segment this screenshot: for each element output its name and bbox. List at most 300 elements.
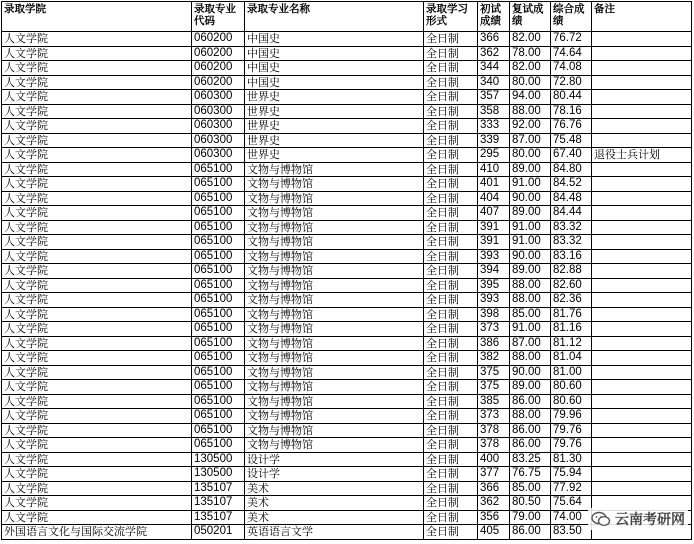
cell-total-score: 72.80 <box>551 75 592 90</box>
cell-initial-score: 366 <box>478 32 510 47</box>
cell-major-name: 美术 <box>245 496 424 511</box>
cell-study-mode: 全日制 <box>424 75 478 90</box>
cell-college: 人文学院 <box>2 75 192 90</box>
cell-remarks <box>592 264 692 279</box>
cell-major-name: 文物与博物馆 <box>245 162 424 177</box>
cell-retest-score: 86.00 <box>510 438 551 453</box>
cell-initial-score: 405 <box>478 525 510 540</box>
cell-study-mode: 全日制 <box>424 496 478 511</box>
cell-remarks <box>592 452 692 467</box>
table-header-row <box>2 2 692 32</box>
cell-major-code: 130500 <box>192 467 245 482</box>
cell-remarks <box>592 249 692 264</box>
table-row <box>2 177 692 192</box>
cell-study-mode: 全日制 <box>424 61 478 76</box>
cell-major-name: 中国史 <box>245 61 424 76</box>
cell-major-code: 065100 <box>192 177 245 192</box>
cell-initial-score: 339 <box>478 133 510 148</box>
cell-study-mode: 全日制 <box>424 235 478 250</box>
cell-college: 人文学院 <box>2 510 192 525</box>
cell-total-score: 79.96 <box>551 409 592 424</box>
cell-retest-score: 86.00 <box>510 423 551 438</box>
cell-major-code: 065100 <box>192 409 245 424</box>
cell-remarks <box>592 61 692 76</box>
cell-total-score: 78.16 <box>551 104 592 119</box>
cell-college: 人文学院 <box>2 293 192 308</box>
cell-retest-score: 83.25 <box>510 452 551 467</box>
cell-remarks <box>592 235 692 250</box>
cell-major-name: 文物与博物馆 <box>245 220 424 235</box>
cell-college: 人文学院 <box>2 162 192 177</box>
cell-retest-score: 94.00 <box>510 90 551 105</box>
table-row <box>2 235 692 250</box>
cell-total-score: 76.72 <box>551 32 592 47</box>
cell-remarks <box>592 322 692 337</box>
cell-total-score: 80.60 <box>551 380 592 395</box>
cell-major-name: 文物与博物馆 <box>245 351 424 366</box>
cell-retest-score: 80.00 <box>510 75 551 90</box>
cell-retest-score: 79.00 <box>510 510 551 525</box>
cell-study-mode: 全日制 <box>424 133 478 148</box>
cell-major-name: 世界史 <box>245 119 424 134</box>
table-row <box>2 467 692 482</box>
cell-major-name: 文物与博物馆 <box>245 307 424 322</box>
cell-major-name: 世界史 <box>245 90 424 105</box>
cell-major-code: 130500 <box>192 452 245 467</box>
cell-remarks <box>592 481 692 496</box>
cell-major-name: 文物与博物馆 <box>245 264 424 279</box>
table-row <box>2 220 692 235</box>
cell-study-mode: 全日制 <box>424 278 478 293</box>
cell-initial-score: 395 <box>478 278 510 293</box>
table-row <box>2 104 692 119</box>
cell-major-name: 文物与博物馆 <box>245 438 424 453</box>
cell-college: 人文学院 <box>2 452 192 467</box>
cell-study-mode: 全日制 <box>424 467 478 482</box>
cell-major-code: 065100 <box>192 380 245 395</box>
cell-total-score: 81.00 <box>551 365 592 380</box>
cell-study-mode: 全日制 <box>424 351 478 366</box>
cell-college: 人文学院 <box>2 177 192 192</box>
cell-major-name: 文物与博物馆 <box>245 293 424 308</box>
cell-remarks <box>592 177 692 192</box>
cell-total-score: 83.32 <box>551 235 592 250</box>
cell-retest-score: 86.00 <box>510 394 551 409</box>
cell-major-code: 065100 <box>192 351 245 366</box>
table-row <box>2 438 692 453</box>
cell-total-score: 74.08 <box>551 61 592 76</box>
cell-major-code: 065100 <box>192 249 245 264</box>
table-row <box>2 249 692 264</box>
cell-college: 人文学院 <box>2 191 192 206</box>
table-row <box>2 481 692 496</box>
cell-major-name: 英语语言文学 <box>245 525 424 540</box>
cell-study-mode: 全日制 <box>424 510 478 525</box>
cell-retest-score: 80.50 <box>510 496 551 511</box>
cell-retest-score: 88.00 <box>510 278 551 293</box>
header-study-mode: 录取学习形式 <box>424 2 478 32</box>
cell-retest-score: 91.00 <box>510 322 551 337</box>
cell-college: 人文学院 <box>2 148 192 163</box>
cell-initial-score: 375 <box>478 365 510 380</box>
cell-retest-score: 86.00 <box>510 525 551 540</box>
cell-major-name: 文物与博物馆 <box>245 235 424 250</box>
cell-total-score: 75.48 <box>551 133 592 148</box>
cell-retest-score: 85.00 <box>510 481 551 496</box>
cell-college: 人文学院 <box>2 481 192 496</box>
cell-total-score: 79.76 <box>551 438 592 453</box>
cell-retest-score: 91.00 <box>510 235 551 250</box>
cell-total-score: 75.94 <box>551 467 592 482</box>
cell-initial-score: 382 <box>478 351 510 366</box>
cell-retest-score: 78.00 <box>510 46 551 61</box>
cell-college: 人文学院 <box>2 206 192 221</box>
cell-major-name: 中国史 <box>245 46 424 61</box>
cell-college: 人文学院 <box>2 351 192 366</box>
cell-major-name: 世界史 <box>245 133 424 148</box>
cell-retest-score: 76.75 <box>510 467 551 482</box>
cell-remarks <box>592 220 692 235</box>
table-row <box>2 119 692 134</box>
table-row <box>2 90 692 105</box>
cell-major-code: 060300 <box>192 148 245 163</box>
header-college: 录取学院 <box>2 2 192 32</box>
cell-retest-score: 90.00 <box>510 191 551 206</box>
cell-college: 人文学院 <box>2 423 192 438</box>
cell-major-code: 065100 <box>192 278 245 293</box>
cell-remarks <box>592 365 692 380</box>
cell-initial-score: 385 <box>478 394 510 409</box>
cell-major-code: 065100 <box>192 336 245 351</box>
cell-initial-score: 393 <box>478 249 510 264</box>
cell-major-code: 135107 <box>192 496 245 511</box>
cell-initial-score: 378 <box>478 423 510 438</box>
cell-major-name: 文物与博物馆 <box>245 336 424 351</box>
watermark <box>588 508 688 530</box>
cell-remarks <box>592 307 692 322</box>
cell-remarks <box>592 394 692 409</box>
table-row <box>2 32 692 47</box>
cell-initial-score: 357 <box>478 90 510 105</box>
cell-initial-score: 391 <box>478 220 510 235</box>
cell-initial-score: 366 <box>478 481 510 496</box>
cell-remarks <box>592 46 692 61</box>
cell-study-mode: 全日制 <box>424 423 478 438</box>
cell-total-score: 74.64 <box>551 46 592 61</box>
table-row <box>2 307 692 322</box>
cell-major-name: 文物与博物馆 <box>245 177 424 192</box>
cell-college: 人文学院 <box>2 264 192 279</box>
cell-college: 人文学院 <box>2 133 192 148</box>
cell-major-name: 文物与博物馆 <box>245 322 424 337</box>
cell-remarks <box>592 32 692 47</box>
cell-study-mode: 全日制 <box>424 452 478 467</box>
cell-remarks <box>592 119 692 134</box>
cell-remarks <box>592 278 692 293</box>
cell-initial-score: 398 <box>478 307 510 322</box>
cell-total-score: 82.60 <box>551 278 592 293</box>
header-major-code: 录取专业代码 <box>192 2 245 32</box>
cell-major-name: 世界史 <box>245 148 424 163</box>
wechat-icon <box>591 511 611 527</box>
cell-initial-score: 375 <box>478 380 510 395</box>
cell-retest-score: 89.00 <box>510 380 551 395</box>
table-row <box>2 293 692 308</box>
cell-major-name: 中国史 <box>245 75 424 90</box>
cell-initial-score: 356 <box>478 510 510 525</box>
cell-retest-score: 88.00 <box>510 351 551 366</box>
cell-college: 人文学院 <box>2 467 192 482</box>
cell-major-name: 设计学 <box>245 452 424 467</box>
cell-total-score: 81.30 <box>551 452 592 467</box>
cell-major-code: 065100 <box>192 220 245 235</box>
cell-major-name: 文物与博物馆 <box>245 278 424 293</box>
cell-total-score: 77.92 <box>551 481 592 496</box>
cell-total-score: 75.64 <box>551 496 592 511</box>
header-retest-score: 复试成绩 <box>510 2 551 32</box>
table-row <box>2 365 692 380</box>
cell-study-mode: 全日制 <box>424 90 478 105</box>
table-row <box>2 133 692 148</box>
table-row <box>2 394 692 409</box>
cell-study-mode: 全日制 <box>424 380 478 395</box>
cell-study-mode: 全日制 <box>424 525 478 540</box>
cell-major-code: 060300 <box>192 90 245 105</box>
cell-initial-score: 344 <box>478 61 510 76</box>
cell-retest-score: 88.00 <box>510 104 551 119</box>
table-row <box>2 278 692 293</box>
header-major-name: 录取专业名称 <box>245 2 424 32</box>
cell-study-mode: 全日制 <box>424 206 478 221</box>
cell-total-score: 82.36 <box>551 293 592 308</box>
cell-major-code: 065100 <box>192 191 245 206</box>
cell-college: 人文学院 <box>2 90 192 105</box>
cell-study-mode: 全日制 <box>424 32 478 47</box>
cell-initial-score: 404 <box>478 191 510 206</box>
cell-study-mode: 全日制 <box>424 104 478 119</box>
header-remarks: 备注 <box>592 2 692 32</box>
cell-remarks: 退役士兵计划 <box>592 148 692 163</box>
cell-study-mode: 全日制 <box>424 365 478 380</box>
cell-remarks <box>592 133 692 148</box>
table-row <box>2 452 692 467</box>
cell-major-code: 065100 <box>192 206 245 221</box>
cell-major-code: 065100 <box>192 438 245 453</box>
cell-college: 外国语言文化与国际交流学院 <box>2 525 192 540</box>
cell-total-score: 81.76 <box>551 307 592 322</box>
cell-total-score: 84.44 <box>551 206 592 221</box>
table-row <box>2 322 692 337</box>
cell-study-mode: 全日制 <box>424 438 478 453</box>
cell-retest-score: 85.00 <box>510 307 551 322</box>
cell-initial-score: 386 <box>478 336 510 351</box>
table-row <box>2 351 692 366</box>
cell-major-code: 060200 <box>192 46 245 61</box>
cell-remarks <box>592 438 692 453</box>
cell-total-score: 67.40 <box>551 148 592 163</box>
cell-study-mode: 全日制 <box>424 220 478 235</box>
table-row <box>2 46 692 61</box>
cell-college: 人文学院 <box>2 409 192 424</box>
cell-major-name: 美术 <box>245 481 424 496</box>
cell-study-mode: 全日制 <box>424 264 478 279</box>
cell-college: 人文学院 <box>2 394 192 409</box>
cell-major-code: 135107 <box>192 481 245 496</box>
cell-total-score: 74.00 <box>551 510 592 525</box>
cell-major-name: 中国史 <box>245 32 424 47</box>
cell-major-code: 065100 <box>192 235 245 250</box>
cell-initial-score: 362 <box>478 496 510 511</box>
cell-retest-score: 82.00 <box>510 61 551 76</box>
cell-initial-score: 394 <box>478 264 510 279</box>
cell-major-name: 文物与博物馆 <box>245 380 424 395</box>
cell-study-mode: 全日制 <box>424 148 478 163</box>
cell-retest-score: 82.00 <box>510 32 551 47</box>
table-row <box>2 206 692 221</box>
cell-total-score: 84.48 <box>551 191 592 206</box>
cell-total-score: 82.88 <box>551 264 592 279</box>
watermark-text: 云南考研网 <box>615 512 685 528</box>
cell-initial-score: 401 <box>478 177 510 192</box>
cell-study-mode: 全日制 <box>424 481 478 496</box>
cell-retest-score: 87.00 <box>510 133 551 148</box>
cell-major-code: 060200 <box>192 61 245 76</box>
cell-major-name: 设计学 <box>245 467 424 482</box>
table-row <box>2 191 692 206</box>
cell-remarks <box>592 104 692 119</box>
table-row <box>2 336 692 351</box>
cell-initial-score: 333 <box>478 119 510 134</box>
cell-major-code: 060300 <box>192 104 245 119</box>
cell-major-name: 美术 <box>245 510 424 525</box>
cell-study-mode: 全日制 <box>424 322 478 337</box>
cell-college: 人文学院 <box>2 307 192 322</box>
cell-major-code: 065100 <box>192 162 245 177</box>
cell-college: 人文学院 <box>2 119 192 134</box>
cell-remarks <box>592 75 692 90</box>
cell-retest-score: 91.00 <box>510 220 551 235</box>
table-body <box>2 32 692 540</box>
cell-remarks <box>592 351 692 366</box>
cell-total-score: 80.44 <box>551 90 592 105</box>
cell-major-code: 065100 <box>192 264 245 279</box>
admission-table <box>1 1 692 540</box>
table-row <box>2 380 692 395</box>
cell-total-score: 76.76 <box>551 119 592 134</box>
cell-major-name: 文物与博物馆 <box>245 394 424 409</box>
cell-college: 人文学院 <box>2 336 192 351</box>
cell-remarks <box>592 90 692 105</box>
cell-major-name: 文物与博物馆 <box>245 423 424 438</box>
cell-study-mode: 全日制 <box>424 293 478 308</box>
cell-major-name: 文物与博物馆 <box>245 365 424 380</box>
cell-initial-score: 378 <box>478 438 510 453</box>
cell-initial-score: 377 <box>478 467 510 482</box>
cell-total-score: 83.16 <box>551 249 592 264</box>
cell-study-mode: 全日制 <box>424 177 478 192</box>
cell-college: 人文学院 <box>2 380 192 395</box>
cell-initial-score: 391 <box>478 235 510 250</box>
cell-major-code: 065100 <box>192 293 245 308</box>
cell-retest-score: 89.00 <box>510 162 551 177</box>
header-total-score: 综合成绩 <box>551 2 592 32</box>
cell-major-code: 060300 <box>192 133 245 148</box>
cell-major-code: 065100 <box>192 365 245 380</box>
cell-college: 人文学院 <box>2 249 192 264</box>
cell-major-code: 065100 <box>192 307 245 322</box>
cell-college: 人文学院 <box>2 32 192 47</box>
cell-major-code: 065100 <box>192 423 245 438</box>
cell-college: 人文学院 <box>2 46 192 61</box>
cell-study-mode: 全日制 <box>424 409 478 424</box>
cell-initial-score: 393 <box>478 293 510 308</box>
cell-retest-score: 90.00 <box>510 365 551 380</box>
cell-college: 人文学院 <box>2 278 192 293</box>
cell-major-name: 文物与博物馆 <box>245 249 424 264</box>
cell-major-name: 文物与博物馆 <box>245 409 424 424</box>
cell-study-mode: 全日制 <box>424 46 478 61</box>
cell-remarks <box>592 206 692 221</box>
cell-retest-score: 92.00 <box>510 119 551 134</box>
cell-major-code: 060300 <box>192 119 245 134</box>
table-row <box>2 61 692 76</box>
cell-study-mode: 全日制 <box>424 307 478 322</box>
cell-college: 人文学院 <box>2 438 192 453</box>
cell-study-mode: 全日制 <box>424 249 478 264</box>
cell-major-code: 135107 <box>192 510 245 525</box>
table-row <box>2 264 692 279</box>
header-initial-score: 初试成绩 <box>478 2 510 32</box>
cell-initial-score: 340 <box>478 75 510 90</box>
cell-study-mode: 全日制 <box>424 162 478 177</box>
cell-study-mode: 全日制 <box>424 119 478 134</box>
cell-initial-score: 373 <box>478 409 510 424</box>
cell-study-mode: 全日制 <box>424 336 478 351</box>
cell-major-code: 060200 <box>192 32 245 47</box>
cell-retest-score: 91.00 <box>510 177 551 192</box>
cell-college: 人文学院 <box>2 322 192 337</box>
cell-remarks <box>592 409 692 424</box>
cell-initial-score: 295 <box>478 148 510 163</box>
cell-college: 人文学院 <box>2 365 192 380</box>
cell-major-code: 065100 <box>192 322 245 337</box>
cell-remarks <box>592 380 692 395</box>
cell-major-code: 050201 <box>192 525 245 540</box>
cell-major-name: 世界史 <box>245 104 424 119</box>
cell-remarks <box>592 162 692 177</box>
cell-initial-score: 410 <box>478 162 510 177</box>
table-row <box>2 409 692 424</box>
cell-college: 人文学院 <box>2 235 192 250</box>
cell-remarks <box>592 191 692 206</box>
table-row <box>2 162 692 177</box>
table-row <box>2 75 692 90</box>
table-row <box>2 148 692 163</box>
cell-college: 人文学院 <box>2 220 192 235</box>
cell-total-score: 80.60 <box>551 394 592 409</box>
cell-retest-score: 88.00 <box>510 293 551 308</box>
cell-total-score: 84.52 <box>551 177 592 192</box>
cell-total-score: 81.12 <box>551 336 592 351</box>
cell-total-score: 83.50 <box>551 525 592 540</box>
cell-retest-score: 87.00 <box>510 336 551 351</box>
cell-initial-score: 362 <box>478 46 510 61</box>
cell-remarks <box>592 467 692 482</box>
cell-college: 人文学院 <box>2 104 192 119</box>
cell-college: 人文学院 <box>2 61 192 76</box>
cell-retest-score: 80.00 <box>510 148 551 163</box>
cell-total-score: 84.80 <box>551 162 592 177</box>
